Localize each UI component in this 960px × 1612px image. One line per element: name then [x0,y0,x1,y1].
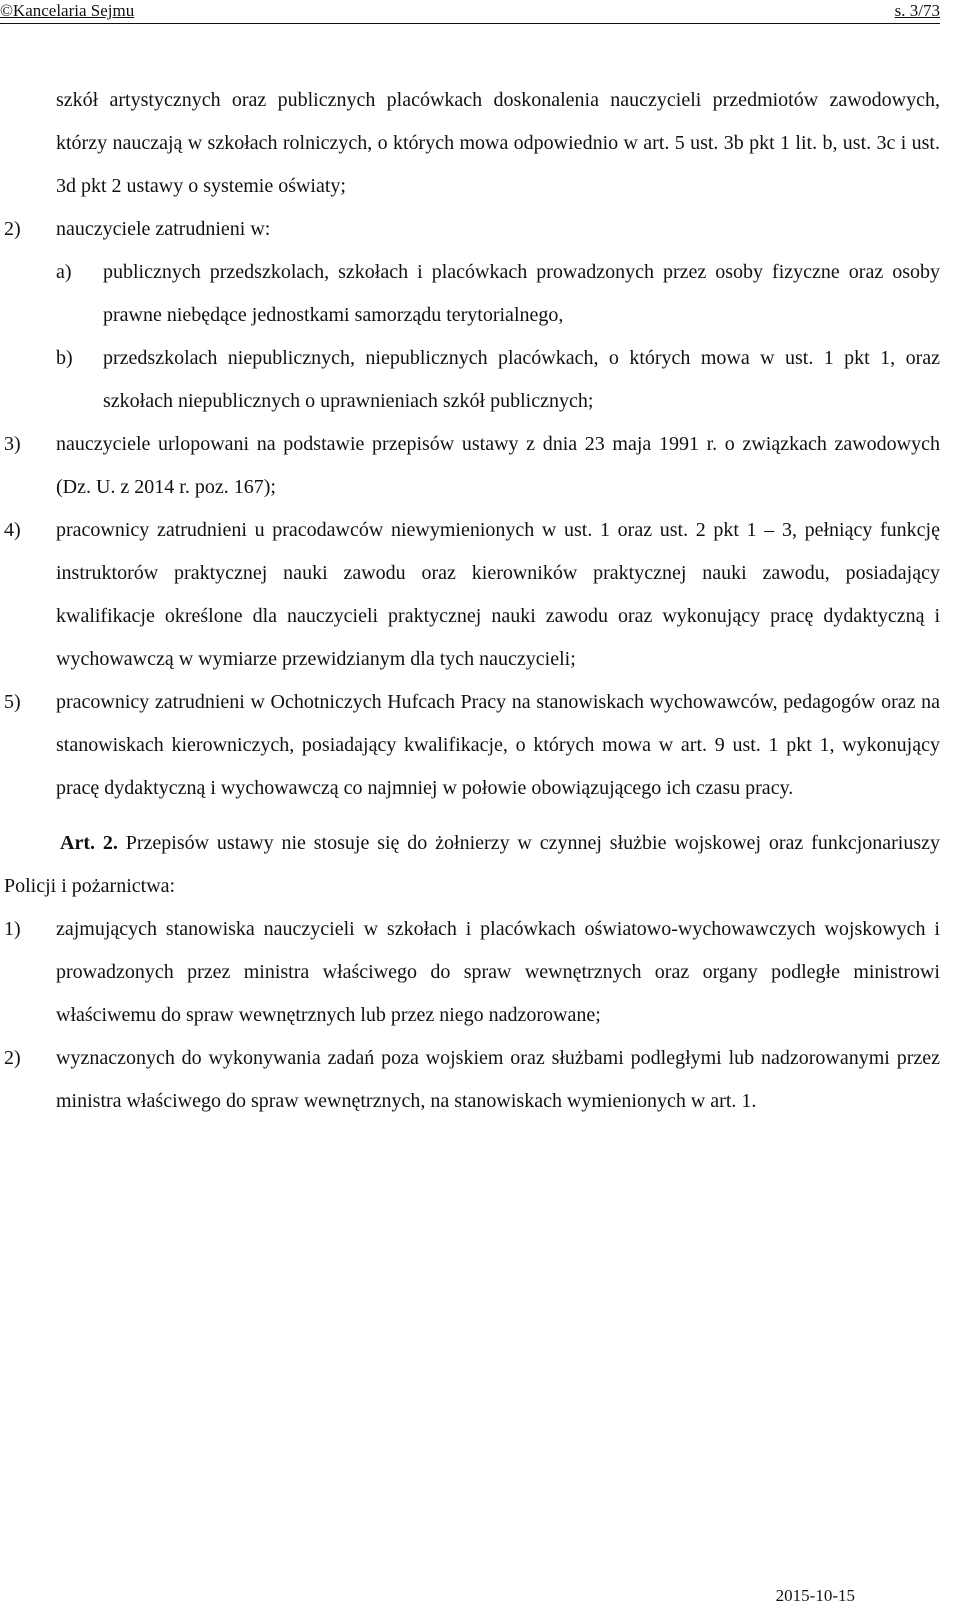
article-item-2 [0,1037,940,1123]
item-marker: 4) [4,519,21,541]
document-date: 2015-10-15 [775,1586,855,1605]
item-text: pracownicy zatrudnieni w Ochotniczych Hufcach Pracy na stanowiskach wychowawców, pedagogów oraz na stanowiskach kierowniczych, posiadający kwalifikacje, o których mowa w art. 9 ust. 1 pkt 1, wykonujący pracę dydaktyczną i wychowawczą co najmniej w połowie obowiązującego ich czasu pracy. [56,691,940,799]
item-text: pracownicy zatrudnieni u pracodawców niewymienionych w ust. 1 oraz ust. 2 pkt 1 – 3, pełniący funkcję instruktorów praktycznej nauki zawodu oraz kierowników praktycznej nauki zawodu, posiadający kwalifikacje określone dla nauczycieli praktycznej nauki zawodu oraz wykonujący pracę dydaktyczną i wychowawczą w wymiarze przewidzianym dla tych nauczycieli; [56,519,940,670]
item-marker: 2) [4,218,21,240]
article-label: Art. 2. [60,832,118,854]
page-header [0,0,960,24]
item-text: nauczyciele zatrudnieni w: [56,218,271,240]
continuation-paragraph: szkół artystycznych oraz publicznych placówkach doskonalenia nauczycieli przedmiotów zawodowych, którzy nauczają w szkołach rolniczych, o których mowa odpowiednio w art. 5 ust. 3b pkt 1 lit. b, ust. 3c i ust. 3d pkt 2 ustawy o systemie oświaty; [56,89,940,197]
item-text: wyznaczonych do wykonywania zadań poza wojskiem oraz służbami podległymi lub nadzorowanymi przez ministra właściwego do spraw wewnętrznych, na stanowiskach wymienionych w art. 1. [56,1047,940,1112]
sub-item-a [0,251,940,337]
list-item-4 [0,509,940,681]
item-marker: 5) [4,691,21,713]
item-marker: b) [56,347,73,369]
list-item-2 [0,208,940,251]
item-marker: 3) [4,433,21,455]
item-text: przedszkolach niepublicznych, niepublicznych placówkach, o których mowa w ust. 1 pkt 1, oraz szkołach niepublicznych o uprawnieniach szkół publicznych; [103,347,940,412]
header-divider [0,23,940,24]
item-text: nauczyciele urlopowani na podstawie przepisów ustawy z dnia 23 maja 1991 r. o związkach zawodowych (Dz. U. z 2014 r. poz. 167); [56,433,940,498]
item-text: zajmujących stanowiska nauczycieli w szkołach i placówkach oświatowo-wychowawczych wojskowych i prowadzonych przez ministra właściwego do spraw wewnętrznych oraz organy podległe ministrowi właściwemu do spraw wewnętrznych lub przez niego nadzorowane; [56,918,940,1026]
article-text: Przepisów ustawy nie stosuje się do żołnierzy w czynnej służbie wojskowej oraz funkcjonariuszy Policji i pożarnictwa: [4,832,941,897]
page-number: s. 3/73 [894,1,940,20]
item-text: publicznych przedszkolach, szkołach i placówkach prowadzonych przez osoby fizyczne oraz osoby prawne niebędące jednostkami samorządu terytorialnego, [103,261,940,326]
item-marker: a) [56,261,72,283]
item-marker: 1) [4,918,21,940]
sub-item-b [0,337,940,423]
article-item-1 [0,908,940,1037]
article-2 [0,822,940,908]
document-body [0,79,940,1123]
list-item-3 [0,423,940,509]
item-marker: 2) [4,1047,21,1069]
list-item-5 [0,681,940,810]
copyright-label: ©Kancelaria Sejmu [0,1,135,20]
